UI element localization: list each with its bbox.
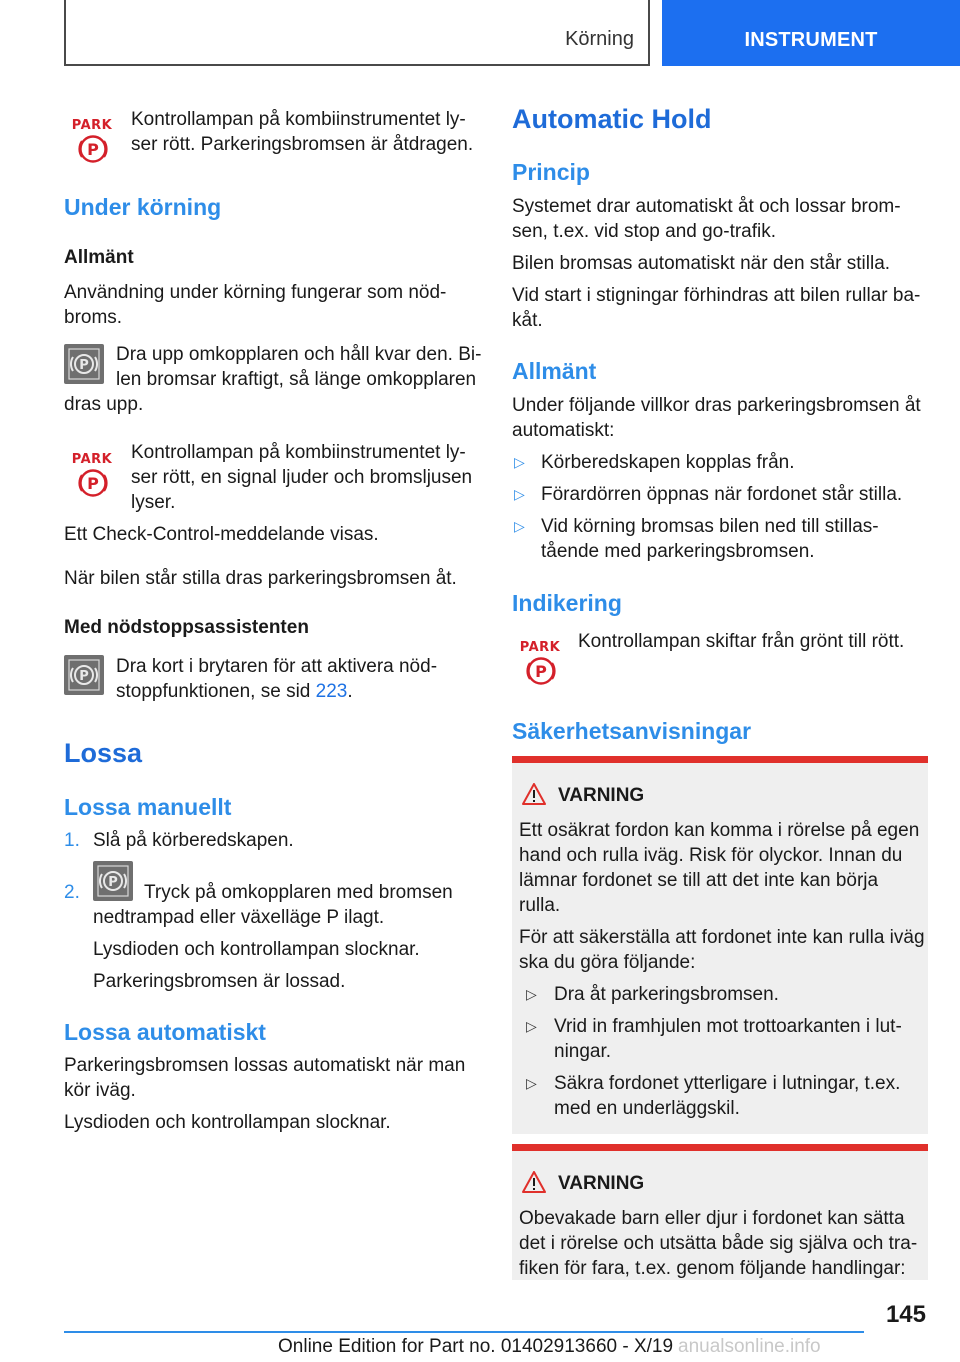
header-section-title: Körning	[565, 28, 634, 50]
step-2-line-1: Tryck på omkopplaren med bromsen	[144, 882, 453, 903]
warn1-bullet-3-line-2: med en underläggskil.	[554, 1098, 740, 1119]
heading-med-nodstopp: Med nödstoppsassistenten	[64, 617, 309, 638]
drakort-line-2: stoppfunktionen, se sid 223.	[116, 681, 353, 702]
bullet-triangle-icon: ▷	[526, 1075, 537, 1091]
anv-line-2: broms.	[64, 307, 123, 328]
heading-under-korning: Under körning	[64, 194, 222, 220]
footer-edition: Online Edition for Part no. 01402913660 - X/19	[278, 1336, 674, 1357]
warning-icon	[522, 783, 546, 805]
warning-icon	[522, 1171, 546, 1193]
footer-divider	[64, 1331, 864, 1333]
warn1-bullet-2-line-2: ningar.	[554, 1041, 612, 1062]
kontroll2-line-1: Kontrollampan på kombiinstrumentet ly-	[131, 442, 466, 463]
warning-box-2	[512, 1144, 928, 1280]
under-line-1: Under följande villkor dras parkeringsbromsen åt	[512, 395, 921, 416]
warn1-p1-line-3: lämnar fordonet se till att det inte kan börja	[519, 870, 879, 891]
bullet-triangle-icon: ▷	[514, 454, 525, 470]
auto-line-2: kör iväg.	[64, 1080, 136, 1101]
bullet-3-line-1: Vid körning bromsas bilen ned till stillas-	[541, 516, 879, 537]
svg-text:P: P	[108, 875, 118, 890]
heading-automatic-hold: Automatic Hold	[512, 104, 712, 134]
intro-line-1: Kontrollampan på kombiinstrumentet ly-	[131, 109, 466, 130]
header-chapter-title: INSTRUMENT	[744, 29, 878, 51]
svg-text:P: P	[87, 140, 99, 159]
auto-line-3: Lysdioden och kontrollampan slocknar.	[64, 1112, 391, 1133]
svg-text:P: P	[79, 358, 89, 373]
vid-line-1: Vid start i stigningar förhindras att bilen rullar ba-	[512, 285, 921, 306]
sys-line-1: Systemet drar automatiskt åt och lossar brom-	[512, 196, 901, 217]
kontroll2-line-2: ser rött, en signal ljuder och bromsljusen	[131, 467, 473, 488]
heading-indikering: Indikering	[512, 590, 622, 616]
bullet-triangle-icon: ▷	[526, 986, 537, 1002]
heading-allmant-right: Allmänt	[512, 358, 597, 384]
svg-text:P: P	[79, 669, 89, 684]
under-line-2: automatiskt:	[512, 420, 615, 441]
warning-title: VARNING	[558, 785, 645, 806]
intro-line-2: ser rött. Parkeringsbromsen är åtdragen.	[131, 134, 474, 155]
bullet-3-line-2: tående med parkeringsbromsen.	[541, 541, 815, 562]
heading-lossa: Lossa	[64, 738, 143, 768]
park-warning-icon: PARK P	[70, 118, 114, 164]
bullet-triangle-icon: ▷	[526, 1018, 537, 1034]
page-link-223[interactable]: 223	[315, 681, 348, 702]
header-chapter-tab[interactable]	[662, 0, 960, 66]
bullet-2-text: Förardörren öppnas när fordonet står stilla.	[541, 484, 903, 505]
warning-box-1	[512, 756, 928, 1134]
warn1-bullet-3-line-1: Säkra fordonet ytterligare i lutningar, t.ex.	[554, 1073, 901, 1094]
indikering-text: Kontrollampan skiftar från grönt till rött.	[578, 631, 905, 652]
warn2-line-2: det i rörelse och utsätta både sig själva och tra-	[519, 1233, 918, 1254]
bullet-triangle-icon: ▷	[514, 518, 525, 534]
footer-watermark: anualsonline.info	[678, 1336, 821, 1357]
warning-title: VARNING	[558, 1173, 645, 1194]
svg-text:P: P	[87, 474, 99, 493]
dra-line-3: dras upp.	[64, 394, 144, 415]
warn1-p1-line-1: Ett osäkrat fordon kan komma i rörelse på egen	[519, 820, 920, 841]
header-section-box	[64, 0, 650, 66]
warn1-p1-line-2: hand och rulla iväg. Risk för olyckor. Innan du	[519, 845, 903, 866]
check-control-text: Ett Check-Control-meddelande visas.	[64, 524, 379, 545]
bullet-1-text: Körberedskapen kopplas från.	[541, 452, 795, 473]
heading-allmant-left: Allmänt	[64, 247, 134, 268]
heading-sakerhetsanvisningar: Säkerhetsanvisningar	[512, 718, 752, 744]
drakort-line-1: Dra kort i brytaren för att aktivera nöd-	[116, 656, 438, 677]
parking-brake-switch-icon	[64, 344, 104, 384]
kontroll2-line-3: lyser.	[131, 492, 176, 513]
bullet-triangle-icon: ▷	[514, 486, 525, 502]
auto-line-1: Parkeringsbromsen lossas automatiskt när man	[64, 1055, 466, 1076]
step-2-sub-1: Lysdioden och kontrollampan slocknar.	[93, 939, 420, 960]
anv-line-1: Användning under körning fungerar som nöd-	[64, 282, 447, 303]
dra-line-2: len bromsar kraftigt, så länge omkopplaren	[116, 369, 477, 390]
park-warning-icon: PARK P	[70, 452, 114, 498]
warn1-p1-line-4: rulla.	[519, 895, 561, 916]
step-2-sub-2: Parkeringsbromsen är lossad.	[93, 971, 346, 992]
step-1-text: Slå på körberedskapen.	[93, 830, 294, 851]
sys-line-2: sen, t.ex. vid stop and go-trafik.	[512, 221, 777, 242]
parking-brake-switch-icon	[93, 861, 133, 901]
page-number: 145	[885, 1301, 926, 1328]
warn1-p2-line-1: För att säkerställa att fordonet inte kan rulla iväg	[519, 927, 925, 948]
heading-princip: Princip	[512, 159, 590, 185]
warn1-bullet-2-line-1: Vrid in framhjulen mot trottoarkanten i lut-	[554, 1016, 902, 1037]
nar-bilen-text: När bilen står stilla dras parkeringsbromsen åt.	[64, 568, 457, 589]
step-number: 2.	[64, 882, 80, 903]
step-number: 1.	[64, 830, 80, 851]
dra-line-1: Dra upp omkopplaren och håll kvar den. Bi-	[116, 344, 482, 365]
park-warning-icon: PARK P	[518, 640, 562, 686]
step-2-line-2: nedtrampad eller växelläge P ilagt.	[93, 907, 385, 928]
heading-lossa-automatiskt: Lossa automatiskt	[64, 1019, 266, 1045]
bilen-text: Bilen bromsas automatiskt när den står stilla.	[512, 253, 891, 274]
vid-line-2: kåt.	[512, 310, 543, 331]
svg-text:P: P	[535, 662, 547, 681]
warn1-p2-line-2: ska du göra följande:	[519, 952, 696, 973]
warn2-line-1: Obevakade barn eller djur i fordonet kan sätta	[519, 1208, 905, 1229]
heading-lossa-manuellt: Lossa manuellt	[64, 794, 232, 820]
warn1-bullet-1: Dra åt parkeringsbromsen.	[554, 984, 779, 1005]
parking-brake-switch-icon	[64, 655, 104, 695]
warn2-line-3: fiken för fara, t.ex. genom följande handlingar:	[519, 1258, 906, 1279]
